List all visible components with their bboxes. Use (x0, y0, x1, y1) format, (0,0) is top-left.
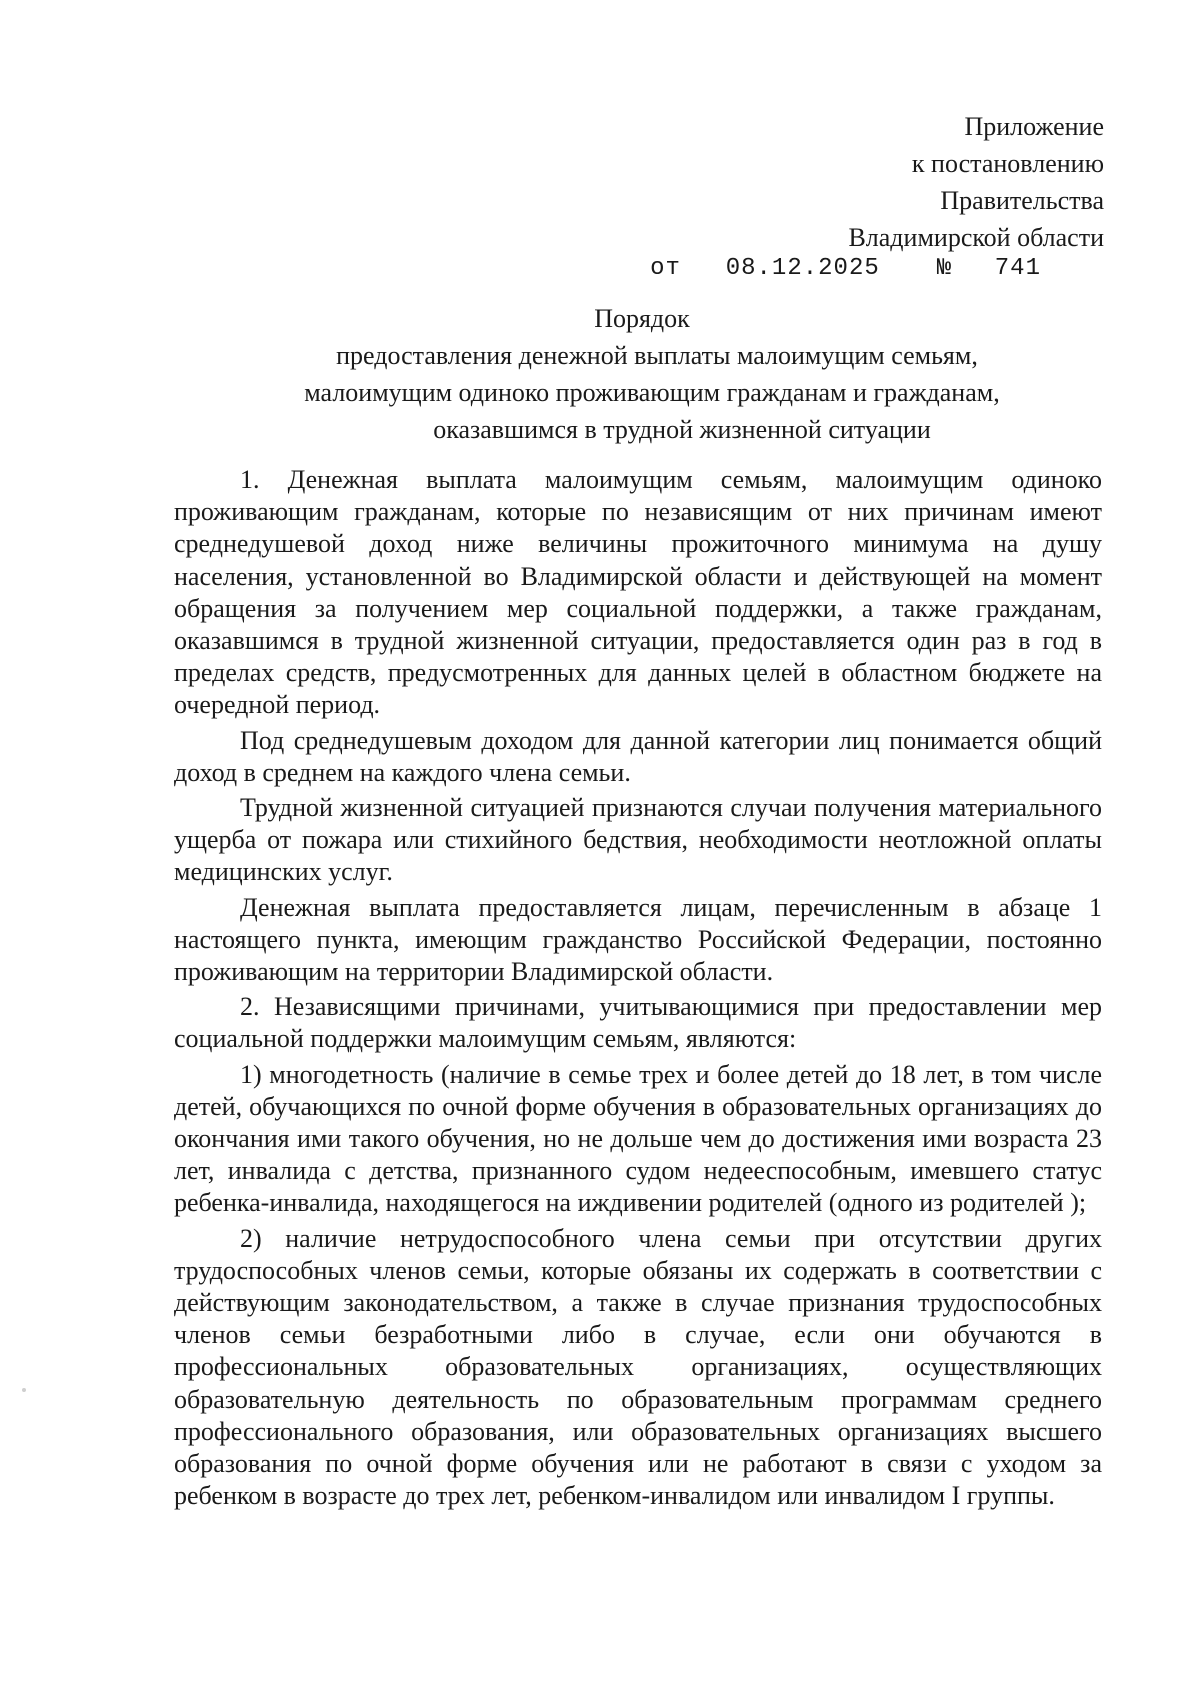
title-line-1: Порядок (594, 304, 690, 333)
header-line-region: Владимирской области (848, 223, 1104, 252)
paragraph-7: 2) наличие нетрудоспособного члена семьи при отсутствии других трудоспособных членов семьи, которые обязаны их содержать в соответствии с действующим законодательством, а также в случае признания трудоспособных членов семьи безработными либо в случае, если они обучаются в профессиональных образовательных организациях, осуществляющих образовательную деятельность по образовательным программам среднего профессионального образования, или образовательных организациях высшего образования по очной форме обучения или не работают в связи с уходом за ребенком в возрасте до трех лет, ребенком-инвалидом или инвалидом I группы. (174, 1223, 1102, 1511)
paragraph-2: Под среднедушевым доходом для данной категории лиц понимается общий доход в среднем на каждого члена семьи. (174, 725, 1102, 787)
appendix-header (650, 108, 1104, 282)
paragraph-4: Денежная выплата предоставляется лицам, перечисленным в абзаце 1 настоящего пункта, имеющим гражданство Российской Федерации, постоянно проживающим на территории Владимирской области. (174, 892, 1102, 987)
document-title (180, 300, 1104, 448)
number-sign: № (936, 255, 952, 282)
header-line-resolution: к постановлению (911, 149, 1104, 178)
header-line-government: Правительства (940, 186, 1104, 215)
paragraph-6: 1) многодетность (наличие в семье трех и более детей до 18 лет, в том числе детей, обучающихся по очной форме обучения в образовательных организациях до окончания ими такого обучения, но не дольше чем до достижения ими возраста 23 лет, инвалида с детства, признанного судом недееспособным, имевшего статус ребенка-инвалида, находящегося на иждивении родителей (одного из родителей ); (174, 1059, 1102, 1218)
header-date-number-line (650, 250, 1041, 287)
paragraph-5: 2. Независящими причинами, учитывающимися при предоставлении мер социальной поддержки малоимущим семьям, являются: (174, 992, 1102, 1054)
title-line-3: малоимущим одиноко проживающим гражданам и гражданам, (304, 378, 1000, 407)
document-body (174, 464, 1102, 1513)
paragraph-1: 1. Денежная выплата малоимущим семьям, малоимущим одиноко проживающим гражданам, которые по независящим от них причинам имеют среднедушевой доход ниже величины прожиточного минимума на душу населения, установленной во Владимирской области и действующей на момент обращения за получением мер социальной поддержки, а также гражданам, оказавшимся в трудной жизненной ситуации, предоставляется один раз в год в пределах средств, предусмотренных для данных целей в областном бюджете на очередной период. (174, 465, 1102, 720)
resolution-date: 08.12.2025 (725, 255, 880, 282)
paragraph-3: Трудной жизненной ситуацией признаются случаи получения материального ущерба от пожара или стихийного бедствия, необходимости неотложной оплаты медицинских услуг. (174, 793, 1102, 887)
header-line-appendix: Приложение (964, 112, 1104, 141)
title-line-2: предоставления денежной выплаты малоимущим семьям, (336, 341, 978, 370)
title-line-4: оказавшимся в трудной жизненной ситуации (433, 415, 931, 444)
resolution-number: 741 (994, 255, 1041, 282)
date-prefix: от (650, 255, 681, 282)
scan-speck (22, 1388, 26, 1392)
